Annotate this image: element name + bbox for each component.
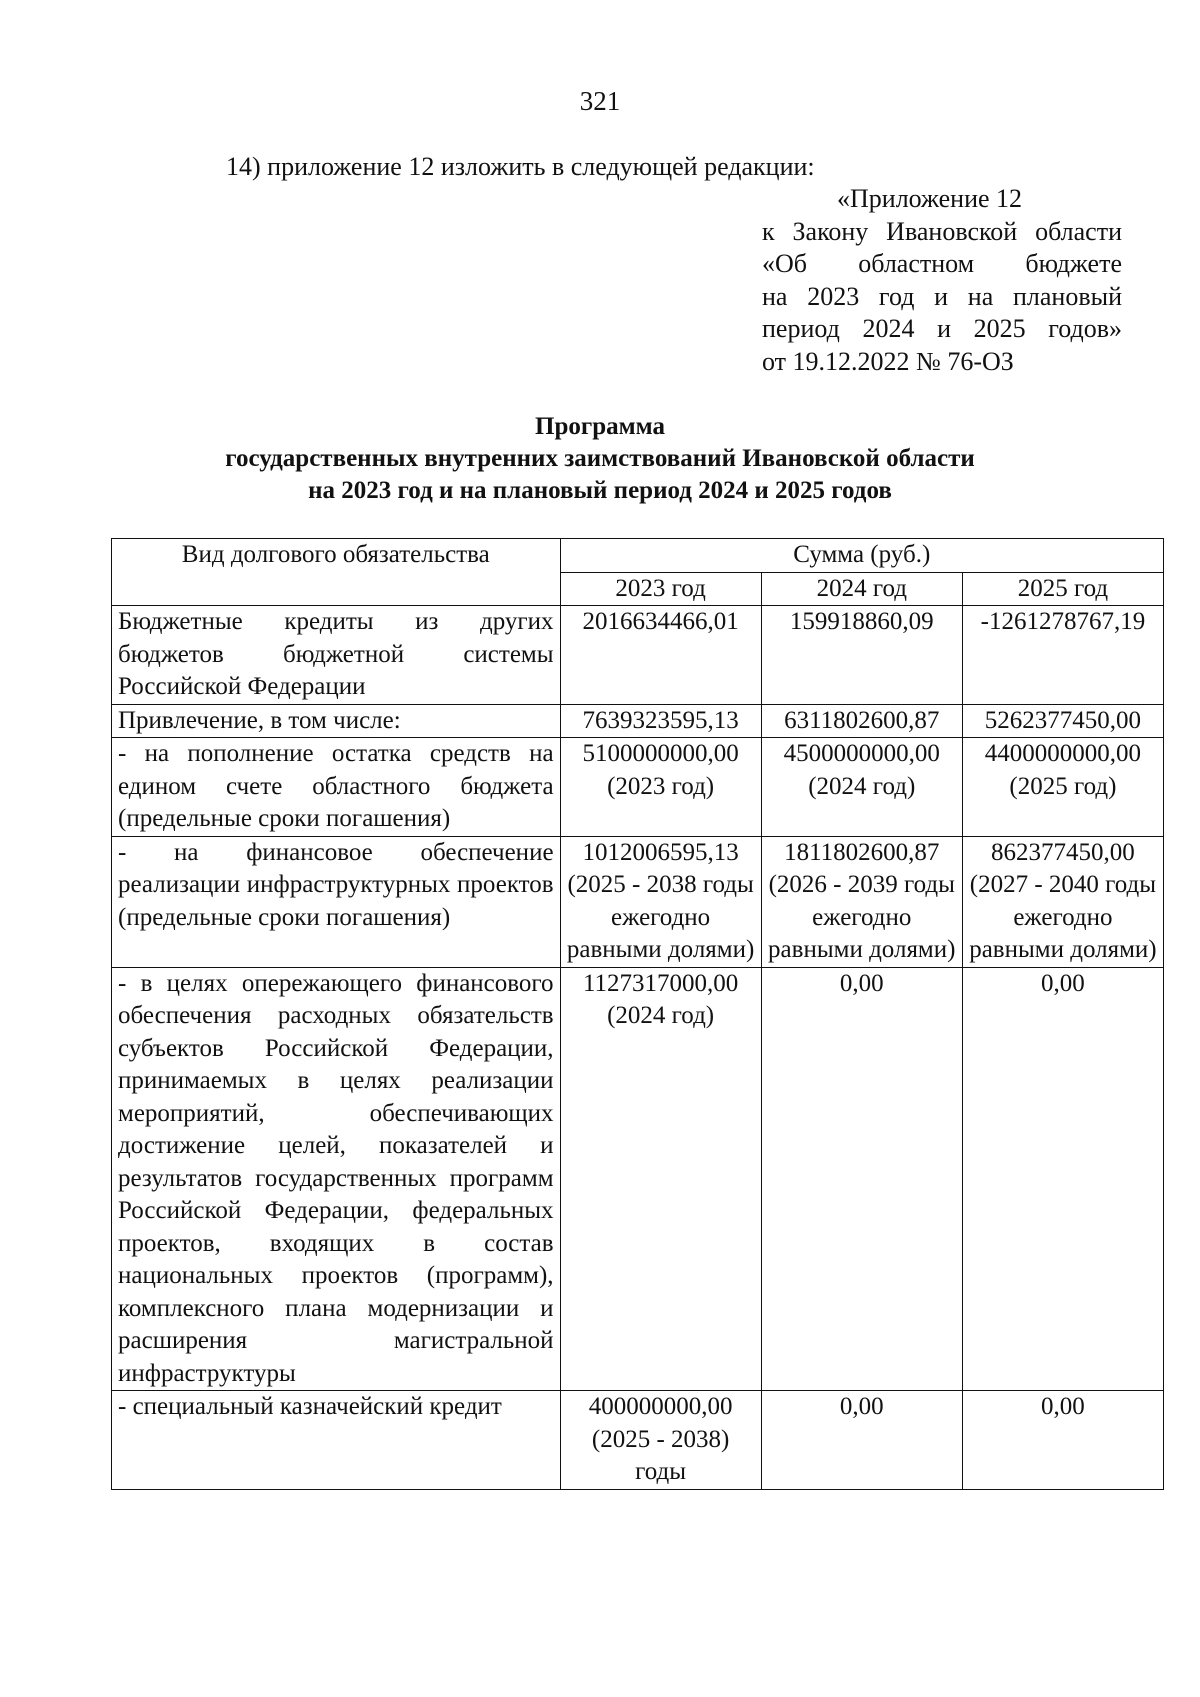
appendix-line: «Приложение 12: [837, 184, 1023, 213]
row-description: - на пополнение остатка средств на едином счете областного бюджета (предельные сроки погашения): [112, 738, 561, 837]
row-value: 4400000000,00 (2025 год): [962, 738, 1163, 837]
header-amount: Сумма (руб.): [560, 539, 1163, 573]
row-description: - на финансовое обеспечение реализации инфраструктурных проектов (предельные сроки погашения): [112, 836, 561, 967]
table-row: [112, 967, 1164, 1391]
row-value: 5100000000,00 (2023 год): [560, 738, 761, 837]
appendix-reference: [762, 183, 1122, 379]
row-value: 7639323595,13: [560, 704, 761, 738]
row-value: 4500000000,00 (2024 год): [761, 738, 962, 837]
row-value: 0,00: [962, 1391, 1163, 1490]
row-value: 2016634466,01: [560, 606, 761, 705]
title-line: государственных внутренних заимствований Ивановской области: [225, 445, 975, 472]
title-line: Программа: [535, 413, 665, 440]
row-value: 159918860,09: [761, 606, 962, 705]
page-number: 321: [579, 86, 621, 116]
header-year: 2025 год: [962, 572, 1163, 606]
document-title: [100, 411, 1100, 507]
row-description: Бюджетные кредиты из других бюджетов бюджетной системы Российской Федерации: [112, 606, 561, 705]
header-year: 2023 год: [560, 572, 761, 606]
appendix-line: к Закону Ивановской области: [762, 216, 1122, 246]
row-value: 862377450,00 (2027 - 2040 годы ежегодно равными долями): [962, 836, 1163, 967]
row-value: 400000000,00 (2025 - 2038) годы: [560, 1391, 761, 1490]
borrowing-program-table: [111, 538, 1164, 1490]
appendix-line: на 2023 год и на плановый: [762, 281, 1122, 311]
row-description: - в целях опережающего финансового обеспечения расходных обязательств субъектов Российской Федерации, принимаемых в целях реализации мероприятий, обеспечивающих достижение целей, показателей и результатов государственных программ Российской Федерации, федеральных проектов, входящих в состав национальных проектов (программ), комплексного плана модернизации и расширения магистральной инфраструктуры: [112, 967, 561, 1391]
header-year: 2024 год: [761, 572, 962, 606]
row-value: -1261278767,19: [962, 606, 1163, 705]
table-row: [112, 606, 1164, 705]
table-row: [112, 738, 1164, 837]
row-description: Привлечение, в том числе:: [112, 704, 561, 738]
amendment-instruction: 14) приложение 12 изложить в следующей редакции:: [226, 152, 815, 181]
table-row: [112, 704, 1164, 738]
table-row: [112, 1391, 1164, 1490]
row-value: 1012006595,13 (2025 - 2038 годы ежегодно равными долями): [560, 836, 761, 967]
row-value: 0,00: [962, 967, 1163, 1391]
row-value: 0,00: [761, 1391, 962, 1490]
row-value: 1127317000,00 (2024 год): [560, 967, 761, 1391]
row-value: 5262377450,00: [962, 704, 1163, 738]
row-value: 0,00: [761, 967, 962, 1391]
table-header-row: [112, 539, 1164, 573]
row-description: - специальный казначейский кредит: [112, 1391, 561, 1490]
row-value: 1811802600,87 (2026 - 2039 годы ежегодно равными долями): [761, 836, 962, 967]
appendix-line: «Об областном бюджете: [762, 249, 1122, 279]
table-row: [112, 836, 1164, 967]
header-description: Вид долгового обязательства: [112, 539, 561, 606]
row-value: 6311802600,87: [761, 704, 962, 738]
appendix-line: период 2024 и 2025 годов»: [762, 314, 1122, 344]
appendix-line: от 19.12.2022 № 76-ОЗ: [762, 346, 1014, 376]
title-line: на 2023 год и на плановый период 2024 и 2025 годов: [308, 477, 892, 504]
